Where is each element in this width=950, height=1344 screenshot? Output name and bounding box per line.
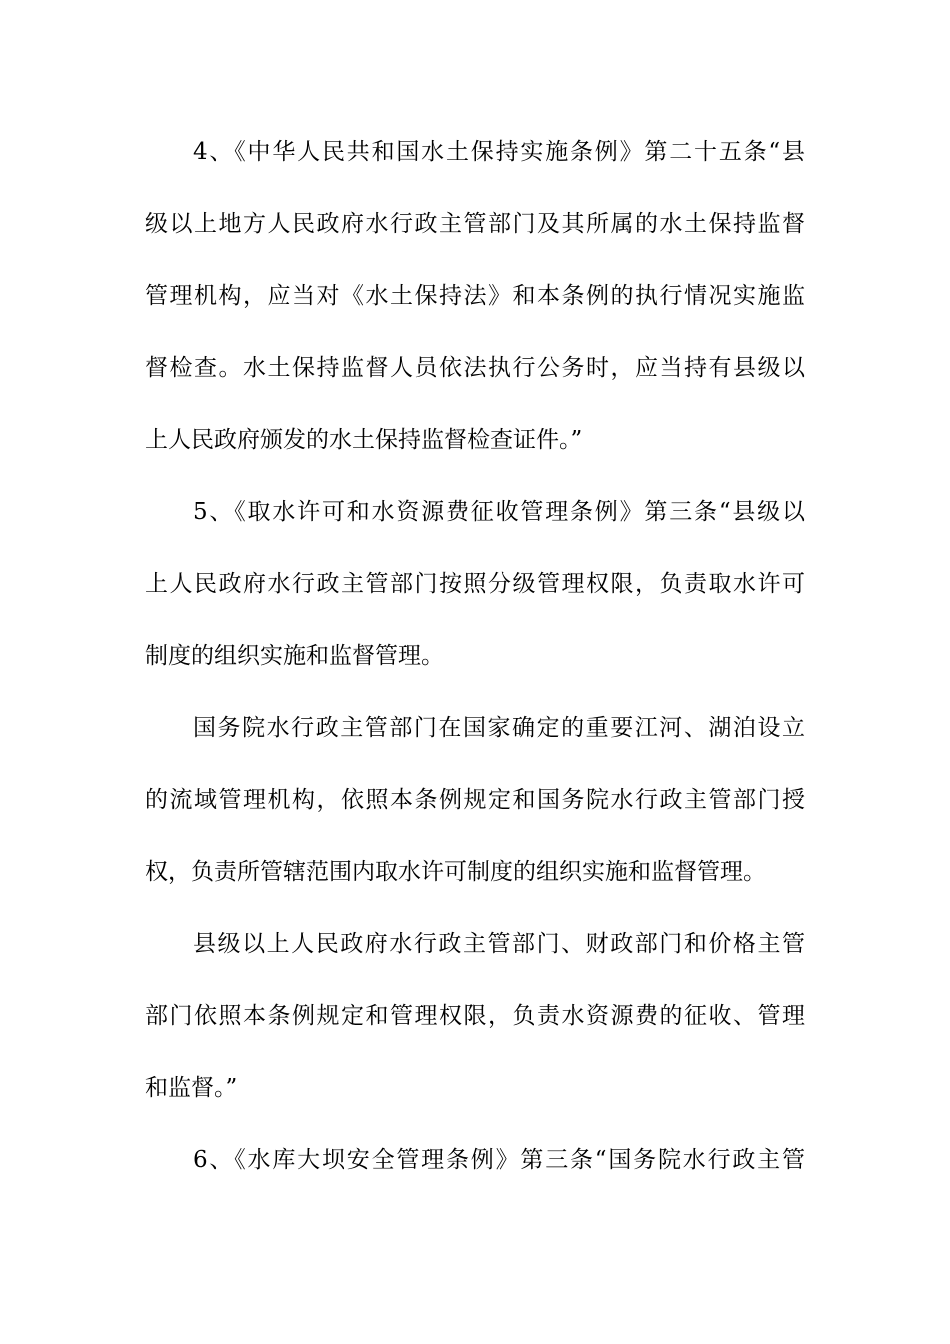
- text-line-6: 5、《取水许可和水资源费征收管理条例》第三条“县级以: [193, 499, 805, 525]
- text-line-1: 4、《中华人民共和国水土保持实施条例》第二十五条“县: [193, 139, 805, 165]
- text-line-7: 上人民政府水行政主管部门按照分级管理权限，负责取水许可: [145, 571, 805, 597]
- text-line-14: 和监督。”: [145, 1075, 238, 1101]
- text-line-15: 6、《水库大坝安全管理条例》第三条“国务院水行政主管: [193, 1147, 805, 1173]
- text-line-12: 县级以上人民政府水行政主管部门、财政部门和价格主管: [193, 931, 805, 957]
- text-line-4: 督检查。水土保持监督人员依法执行公务时，应当持有县级以: [145, 355, 805, 381]
- text-line-11: 权，负责所管辖范围内取水许可制度的组织实施和监督管理。: [145, 859, 766, 885]
- text-line-3: 管理机构，应当对《水土保持法》和本条例的执行情况实施监: [145, 283, 805, 309]
- text-line-13: 部门依照本条例规定和管理权限，负责水资源费的征收、管理: [145, 1003, 805, 1029]
- text-line-9: 国务院水行政主管部门在国家确定的重要江河、湖泊设立: [193, 715, 805, 741]
- text-line-2: 级以上地方人民政府水行政主管部门及其所属的水土保持监督: [145, 211, 805, 237]
- text-line-8: 制度的组织实施和监督管理。: [145, 643, 444, 669]
- text-line-10: 的流域管理机构，依照本条例规定和国务院水行政主管部门授: [145, 787, 805, 813]
- text-line-5: 上人民政府颁发的水土保持监督检查证件。”: [145, 427, 583, 453]
